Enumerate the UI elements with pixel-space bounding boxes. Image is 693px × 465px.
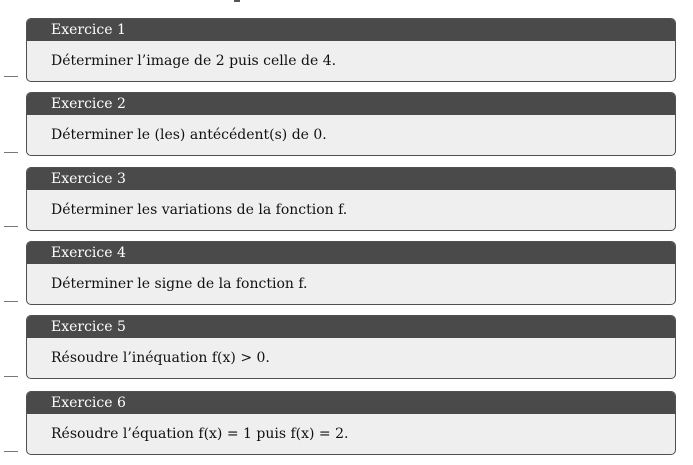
exercise-box-3 [26,167,676,231]
exercise-title: Exercice 6 [27,392,675,414]
exercise-box-4 [26,241,676,305]
margin-tick [4,451,18,452]
margin-tick [4,226,18,227]
margin-tick [4,76,18,77]
exercise-box-2 [26,92,676,156]
exercise-box-1 [26,18,676,82]
top-edge-mark [234,0,240,2]
margin-tick [4,301,18,302]
exercise-title: Exercice 1 [27,19,675,41]
exercise-text: Résoudre l’équation f(x) = 1 puis f(x) = 2. [51,426,349,442]
exercise-text: Résoudre l’inéquation f(x) > 0. [51,350,270,366]
exercise-text: Déterminer les variations de la fonction f. [51,202,348,218]
exercise-text: Déterminer le signe de la fonction f. [51,276,308,292]
exercise-text: Déterminer le (les) antécédent(s) de 0. [51,127,327,143]
exercise-title: Exercice 4 [27,242,675,264]
exercise-box-6 [26,391,676,455]
margin-tick [4,152,18,153]
margin-tick [4,376,18,377]
exercise-text: Déterminer l’image de 2 puis celle de 4. [51,53,337,69]
exercise-title: Exercice 3 [27,168,675,190]
exercise-title: Exercice 5 [27,316,675,338]
exercise-box-5 [26,315,676,379]
exercise-title: Exercice 2 [27,93,675,115]
